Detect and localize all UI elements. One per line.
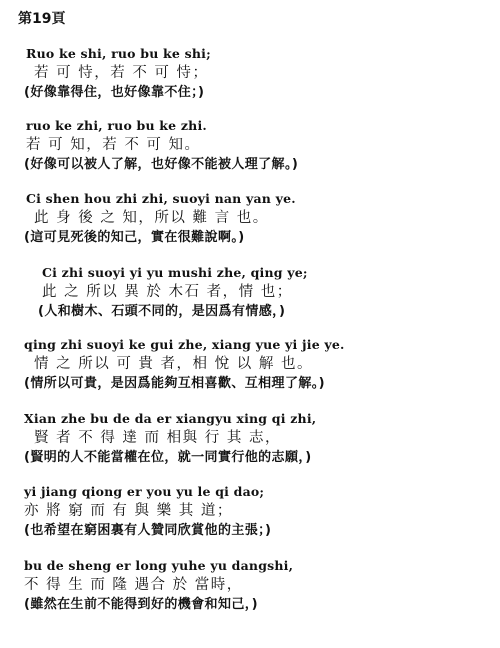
chinese-text-line: 此 之 所以 異 於 木石 者，情 也； — [42, 284, 293, 300]
pinyin-line: Ci shen hou zhi zhi, suoyi nan yan ye. — [26, 191, 296, 206]
page-number-heading: 第19頁 — [18, 11, 66, 27]
translation-line: (雖然在生前不能得到好的機會和知己，) — [24, 597, 258, 612]
chinese-text-line: 賢 者 不 得 達 而 相與 行 其 志， — [34, 430, 281, 446]
pinyin-line: bu de sheng er long yuhe yu dangshi, — [24, 558, 294, 573]
translation-line: (這可見死後的知己，實在很難說啊。) — [24, 230, 245, 245]
pinyin-line: qing zhi suoyi ke gui zhe, xiang yue yi jie ye. — [24, 337, 345, 352]
chinese-text-line: 此 身 後 之 知，所以 難 言 也。 — [34, 210, 269, 226]
chinese-text-line: 不 得 生 而 隆 遇合 於 當時， — [24, 577, 243, 593]
pinyin-line: Ci zhi suoyi yi yu mushi zhe, qing ye; — [42, 265, 308, 280]
translation-line: (人和樹木、石頭不同的，是因爲有情感，) — [38, 304, 286, 319]
translation-line: (情所以可貴，是因爲能夠互相喜歡、互相理了解。) — [24, 376, 325, 391]
translation-line: (好像可以被人了解，也好像不能被人理了解。) — [24, 157, 299, 172]
chinese-text-line: 若 可 恃，若 不 可 恃； — [34, 65, 209, 81]
pinyin-line: yi jiang qiong er you yu le qi dao; — [24, 484, 265, 499]
pinyin-line: ruo ke zhi, ruo bu ke zhi. — [26, 118, 207, 133]
pinyin-line: Xian zhe bu de da er xiangyu xing qi zhi, — [24, 411, 317, 426]
chinese-text-line: 若 可 知，若 不 可 知。 — [26, 137, 201, 153]
pinyin-line: Ruo ke shi, ruo bu ke shi; — [26, 46, 211, 61]
chinese-text-line: 亦 將 窮 而 有 與 樂 其 道； — [24, 503, 233, 519]
translation-line: (賢明的人不能當權在位，就一同實行他的志願，) — [24, 450, 312, 465]
translation-line: (也希望在窮困裏有人贊同欣賞他的主張；) — [24, 523, 272, 538]
chinese-text-line: 情 之 所以 可 貴 者，相 悅 以 解 也。 — [34, 356, 313, 372]
translation-line: (好像靠得住，也好像靠不住；) — [24, 85, 205, 100]
